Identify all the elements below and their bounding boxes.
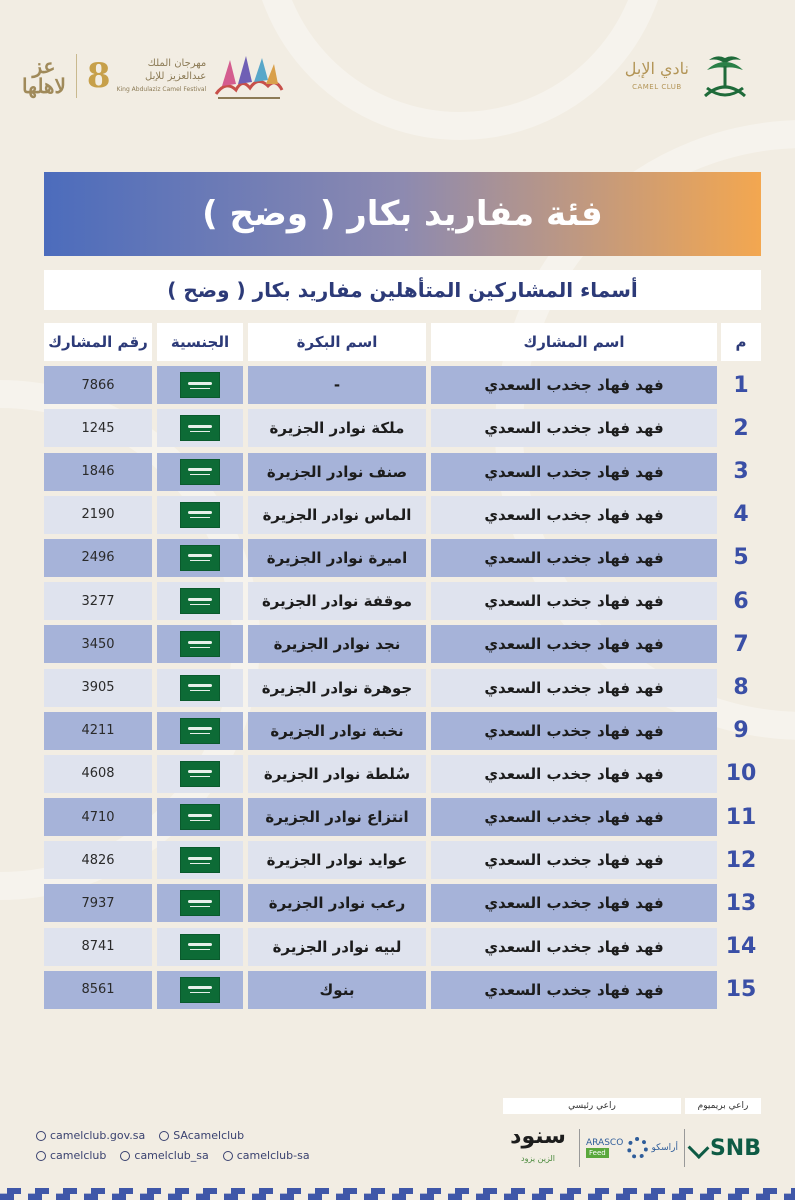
decorative-border — [0, 1188, 795, 1194]
participant-name: فهد فهاد جخدب السعدي — [431, 409, 717, 447]
header-nationality: الجنسية — [157, 323, 243, 361]
sponsor-logos — [503, 1122, 761, 1174]
row-index: 4 — [733, 502, 749, 528]
snb-text: SNB — [709, 1135, 761, 1161]
participant-number: 4710 — [44, 798, 152, 836]
row-index: 10 — [725, 761, 757, 787]
calf-name: بنوك — [248, 971, 426, 1009]
sponsor-divider — [684, 1129, 685, 1167]
saudi-flag-icon — [180, 847, 220, 873]
saudi-flag-icon — [180, 890, 220, 916]
sanad-tagline: الزين يزود — [521, 1154, 556, 1163]
participant-name: فهد فهاد جخدب السعدي — [431, 625, 717, 663]
row-index: 5 — [733, 545, 749, 571]
participant-name: فهد فهاد جخدب السعدي — [431, 755, 717, 793]
table-row — [44, 712, 761, 750]
snapchat-link[interactable] — [223, 1146, 310, 1166]
nationality-cell — [157, 625, 243, 663]
row-index: 14 — [725, 934, 757, 960]
x-link[interactable] — [36, 1146, 106, 1166]
snb-mark-icon — [688, 1137, 710, 1159]
nationality-cell — [157, 539, 243, 577]
table-row — [44, 798, 761, 836]
calf-name: الماس نوادر الجزيرة — [248, 496, 426, 534]
festival-line2: عبدالعزيز للإبل — [145, 70, 207, 82]
nationality-cell — [157, 366, 243, 404]
participant-name: فهد فهاد جخدب السعدي — [431, 539, 717, 577]
saudi-flag-icon — [180, 502, 220, 528]
saudi-flag-icon — [180, 675, 220, 701]
club-arabic: نادي الإبل — [624, 59, 689, 78]
table-row — [44, 582, 761, 620]
gear-icon — [627, 1137, 647, 1159]
x-text: camelclub — [50, 1149, 107, 1162]
table-row — [44, 928, 761, 966]
saudi-flag-icon — [180, 631, 220, 657]
nationality-cell — [157, 928, 243, 966]
participants-table — [44, 323, 761, 1014]
participant-number: 8741 — [44, 928, 152, 966]
table-row — [44, 496, 761, 534]
calf-name: جوهرة نوادر الجزيرة — [248, 669, 426, 707]
globe-icon — [36, 1131, 46, 1141]
row-index: 12 — [725, 847, 757, 873]
participant-name: فهد فهاد جخدب السعدي — [431, 453, 717, 491]
nationality-cell — [157, 453, 243, 491]
slogan-logo — [22, 56, 66, 96]
row-index: 15 — [725, 977, 757, 1003]
slogan-top: عز — [32, 54, 56, 78]
sanad-name: سنود — [510, 1124, 566, 1149]
snb-logo — [691, 1136, 761, 1161]
arasco-english: ARASCO — [586, 1138, 624, 1148]
participant-number: 4608 — [44, 755, 152, 793]
facebook-icon — [159, 1131, 169, 1141]
row-index: 13 — [725, 890, 757, 916]
website-link[interactable] — [36, 1126, 145, 1146]
snapchat-text: camelclub-sa — [236, 1149, 310, 1162]
premium-sponsor-label: راعي بريميوم — [685, 1098, 761, 1114]
row-index: 3 — [733, 459, 749, 485]
nationality-cell — [157, 755, 243, 793]
table-row — [44, 669, 761, 707]
calf-name: نجد نوادر الجزيرة — [248, 625, 426, 663]
participant-name: فهد فهاد جخدب السعدي — [431, 582, 717, 620]
festival-text — [117, 57, 207, 96]
header-calf: اسم البكرة — [248, 323, 426, 361]
table-row — [44, 755, 761, 793]
saudi-flag-icon — [180, 415, 220, 441]
calf-name: انتزاع نوادر الجزيرة — [248, 798, 426, 836]
festival-line1: مهرجان الملك — [147, 57, 207, 69]
facebook-text: SAcamelclub — [173, 1129, 245, 1142]
participant-number: 2496 — [44, 539, 152, 577]
arasco-logo — [586, 1137, 678, 1159]
participant-number: 4826 — [44, 841, 152, 879]
calf-name: اميرة نوادر الجزيرة — [248, 539, 426, 577]
participant-number: 1846 — [44, 453, 152, 491]
table-row — [44, 409, 761, 447]
facebook-link[interactable] — [159, 1126, 244, 1146]
palm-swords-icon — [697, 50, 753, 106]
saudi-flag-icon — [180, 459, 220, 485]
row-index: 7 — [733, 631, 749, 657]
social-line-1 — [36, 1126, 310, 1146]
saudi-flag-icon — [180, 588, 220, 614]
table-row — [44, 971, 761, 1009]
participant-number: 4211 — [44, 712, 152, 750]
nationality-cell — [157, 798, 243, 836]
nationality-cell — [157, 582, 243, 620]
row-index: 8 — [733, 675, 749, 700]
subtitle-bar — [44, 270, 761, 310]
main-sponsor-label: راعي رئيسي — [503, 1098, 681, 1114]
nationality-cell — [157, 669, 243, 707]
row-index: 1 — [733, 372, 749, 398]
row-index: 6 — [733, 588, 749, 614]
instagram-text: camelclub_sa — [134, 1149, 209, 1162]
background-swirl — [250, 0, 670, 140]
participant-name: فهد فهاد جخدب السعدي — [431, 496, 717, 534]
participant-number: 7866 — [44, 366, 152, 404]
slogan-bottom: لاهلها — [22, 74, 66, 98]
calf-name: صنف نوادر الجزيرة — [248, 453, 426, 491]
page-subtitle: أسماء المشاركين المتأهلين مفاريد بكار ( وضح ) — [167, 278, 638, 302]
snapchat-icon — [223, 1151, 233, 1161]
camel-club-logo — [625, 50, 753, 106]
sponsor-divider — [579, 1129, 580, 1167]
x-icon — [36, 1151, 46, 1161]
social-links — [36, 1126, 310, 1166]
table-row — [44, 453, 761, 491]
tiktok-instagram-link[interactable] — [120, 1146, 208, 1166]
participant-number: 1245 — [44, 409, 152, 447]
participant-number: 8561 — [44, 971, 152, 1009]
saudi-flag-icon — [180, 545, 220, 571]
social-line-2 — [36, 1146, 310, 1166]
table-row — [44, 884, 761, 922]
table-row — [44, 539, 761, 577]
table-row — [44, 841, 761, 879]
sanad-logo — [503, 1126, 573, 1170]
festival-english: King Abdulaziz Camel Festival — [116, 85, 207, 93]
participant-name: فهد فهاد جخدب السعدي — [431, 669, 717, 707]
header-number: رقم المشارك — [44, 323, 152, 361]
participant-name: فهد فهاد جخدب السعدي — [431, 841, 717, 879]
participant-name: فهد فهاد جخدب السعدي — [431, 366, 717, 404]
calf-name: لبيه نوادر الجزيرة — [248, 928, 426, 966]
saudi-flag-icon — [180, 934, 220, 960]
row-index: 2 — [733, 415, 749, 441]
sponsors — [503, 1098, 761, 1174]
row-index: 9 — [733, 718, 749, 744]
participant-number: 2190 — [44, 496, 152, 534]
calf-name: عوايد نوادر الجزيرة — [248, 841, 426, 879]
club-text — [625, 61, 689, 95]
page-title: فئة مفاريد بكار ( وضح ) — [202, 194, 603, 234]
nationality-cell — [157, 712, 243, 750]
nationality-cell — [157, 496, 243, 534]
calf-name: موقفة نوادر الجزيرة — [248, 582, 426, 620]
nationality-cell — [157, 409, 243, 447]
participant-number: 3450 — [44, 625, 152, 663]
arasco-arabic: أراسكو — [651, 1143, 679, 1153]
saudi-flag-icon — [180, 977, 220, 1003]
table-row — [44, 366, 761, 404]
participant-name: فهد فهاد جخدب السعدي — [431, 928, 717, 966]
header-left-logos — [22, 48, 284, 104]
calf-name: سُلطة نوادر الجزيرة — [248, 755, 426, 793]
participant-name: فهد فهاد جخدب السعدي — [431, 798, 717, 836]
calf-name: - — [248, 366, 426, 404]
header-index: م — [721, 323, 761, 361]
logo-divider — [76, 54, 77, 98]
table-row — [44, 625, 761, 663]
row-index: 11 — [725, 804, 757, 830]
participant-number: 3277 — [44, 582, 152, 620]
saudi-flag-icon — [180, 804, 220, 830]
participant-number: 7937 — [44, 884, 152, 922]
calf-name: ملكة نوادر الجزيرة — [248, 409, 426, 447]
title-banner — [44, 172, 761, 256]
nationality-cell — [157, 971, 243, 1009]
calf-name: نخبة نوادر الجزيرة — [248, 712, 426, 750]
header-name: اسم المشارك — [431, 323, 717, 361]
saudi-flag-icon — [180, 761, 220, 787]
camel-riders-icon — [212, 50, 284, 102]
nationality-cell — [157, 841, 243, 879]
saudi-flag-icon — [180, 372, 220, 398]
saudi-flag-icon — [180, 718, 220, 744]
festival-logo — [87, 50, 284, 102]
arasco-feed: Feed — [586, 1148, 609, 1158]
instagram-icon — [120, 1151, 130, 1161]
festival-number: 8 — [86, 56, 111, 96]
calf-name: رعب نوادر الجزيرة — [248, 884, 426, 922]
club-english: CAMEL CLUB — [632, 83, 682, 91]
participant-name: فهد فهاد جخدب السعدي — [431, 712, 717, 750]
participant-name: فهد فهاد جخدب السعدي — [431, 971, 717, 1009]
participant-name: فهد فهاد جخدب السعدي — [431, 884, 717, 922]
website-text: camelclub.gov.sa — [50, 1129, 146, 1142]
table-header-row — [44, 323, 761, 361]
nationality-cell — [157, 884, 243, 922]
sponsor-labels — [503, 1098, 761, 1114]
participant-number: 3905 — [44, 669, 152, 707]
